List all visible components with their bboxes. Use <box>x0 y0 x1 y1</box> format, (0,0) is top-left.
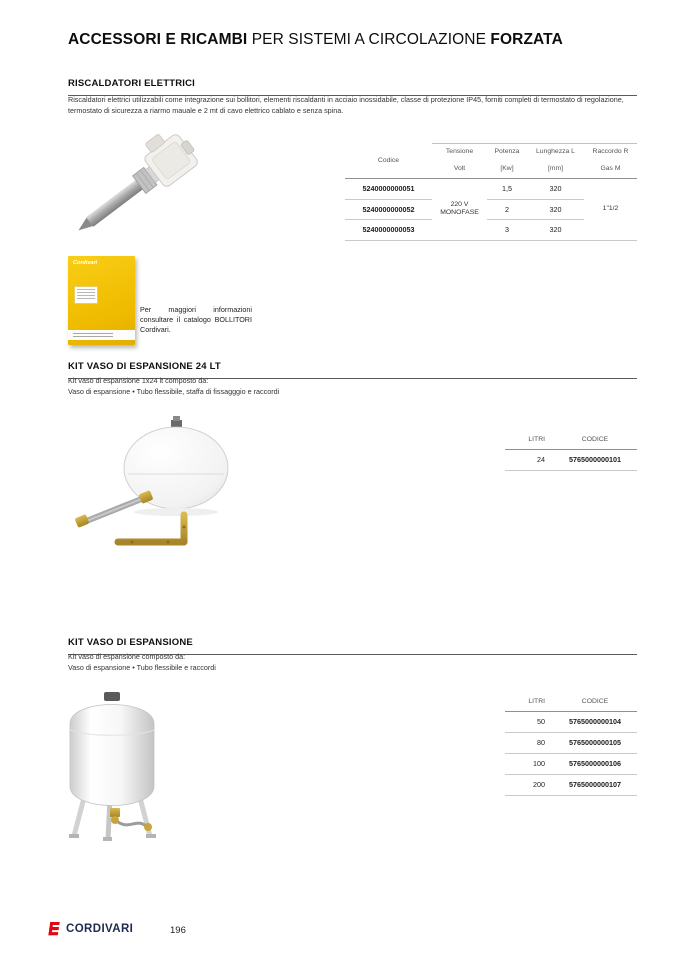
lunghezza-cell: 320 <box>527 220 584 241</box>
header-tensione: Tensione <box>432 144 487 160</box>
tensione-cell: 220 V MONOFASE <box>432 179 487 241</box>
riscaldatori-description: Riscaldatori elettrici utilizzabili come integrazione sui bollitori, elementi riscaldanti in acciaio inossidabile, classe di protezione IP45, forniti completi di termostato di regolazione, termostato di sicurezza a riarmo mauale e 2 mt di cavo elettrico cablato e senza spina. <box>68 95 624 115</box>
kit-description-line1: Kit vaso di espansione composto da: <box>68 652 186 661</box>
litri-cell: 200 <box>505 774 553 795</box>
codice-cell: 5765000000101 <box>553 449 637 470</box>
table-header-row <box>505 431 637 449</box>
section-header-riscaldatori <box>68 73 637 96</box>
codice-cell: 5240000000052 <box>345 199 432 220</box>
kit-table <box>505 693 637 796</box>
footer-brand-name: CORDIVARI <box>66 922 134 935</box>
header-raccordo: Raccordo R <box>584 144 637 160</box>
table-row <box>345 179 637 200</box>
bollitori-catalog-cover-image <box>68 256 135 345</box>
kit24-description-line1: Kit vaso di espansione 1x24 lt composto da: <box>68 376 209 385</box>
section-title-kit24: KIT VASO DI ESPANSIONE 24 LT <box>68 361 221 372</box>
page-number: 196 <box>170 925 186 936</box>
lunghezza-cell: 320 <box>527 199 584 220</box>
riscaldatori-table <box>345 143 637 241</box>
electric-heater-image <box>66 130 206 244</box>
potenza-cell: 1,5 <box>487 179 527 200</box>
footer-brand <box>46 921 133 936</box>
section-title-riscaldatori: RISCALDATORI ELETTRICI <box>68 78 196 89</box>
table-row <box>505 711 637 732</box>
unit-potenza: [Kw] <box>487 160 527 179</box>
header-codice: Codice <box>345 144 432 179</box>
codice-cell: 5240000000053 <box>345 220 432 241</box>
table-row <box>505 753 637 774</box>
kit24-description-line2: Vaso di espansione • Tubo flessibile, staffa di fissagggio e raccordi <box>68 386 280 396</box>
potenza-cell: 2 <box>487 199 527 220</box>
codice-cell: 5765000000106 <box>553 753 637 774</box>
codice-cell: 5765000000105 <box>553 732 637 753</box>
kit24-table <box>505 431 637 471</box>
catalog-cover-detail <box>74 286 98 304</box>
codice-cell: 5765000000104 <box>553 711 637 732</box>
lunghezza-cell: 320 <box>527 179 584 200</box>
header-codice: CODICE <box>553 693 637 711</box>
table-header-row <box>345 144 637 160</box>
expansion-vessel-vertical-image <box>58 690 190 845</box>
table-header-row <box>505 693 637 711</box>
codice-cell: 5240000000051 <box>345 179 432 200</box>
table-row <box>505 774 637 795</box>
potenza-cell: 3 <box>487 220 527 241</box>
catalog-cover-footer-band <box>68 330 135 340</box>
table-row <box>505 732 637 753</box>
header-lunghezza: Lunghezza L <box>527 144 584 160</box>
unit-lunghezza: [mm] <box>527 160 584 179</box>
title-segment-regular: PER SISTEMI A CIRCOLAZIONE <box>247 31 491 48</box>
litri-cell: 24 <box>505 449 553 470</box>
header-litri: LITRI <box>505 693 553 711</box>
title-segment-bold-2: FORZATA <box>490 31 563 48</box>
table-row <box>505 449 637 470</box>
header-litri: LITRI <box>505 431 553 449</box>
catalog-cover-brand: Cordivari <box>73 260 98 266</box>
cordivari-logo-icon <box>46 921 62 936</box>
header-codice: CODICE <box>553 431 637 449</box>
title-segment-bold-1: ACCESSORI E RICAMBI <box>68 31 248 48</box>
unit-raccordo: Gas M <box>584 160 637 179</box>
expansion-vessel-24lt-image <box>72 412 237 557</box>
litri-cell: 50 <box>505 711 553 732</box>
codice-cell: 5765000000107 <box>553 774 637 795</box>
raccordo-cell: 1"1/2 <box>584 179 637 241</box>
kit-description-line2: Vaso di espansione • Tubo flessibile e raccordi <box>68 662 216 672</box>
page-title <box>68 31 563 49</box>
catalog-note: Per maggiori informazioni consultare il catalogo BOLLITORI Cordivari. <box>140 305 252 334</box>
litri-cell: 80 <box>505 732 553 753</box>
litri-cell: 100 <box>505 753 553 774</box>
header-potenza: Potenza <box>487 144 527 160</box>
unit-tensione: Volt <box>432 160 487 179</box>
section-title-kit: KIT VASO DI ESPANSIONE <box>68 637 193 648</box>
